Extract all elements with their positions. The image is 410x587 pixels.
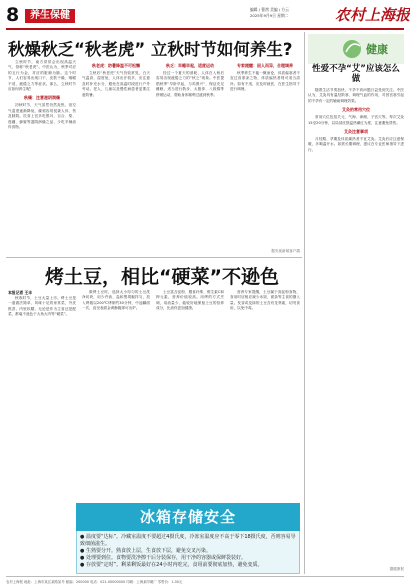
side-body [308,88,404,558]
newspaper-logo: 农村上海报 [335,6,410,24]
article1-col1-subhead: 秋燥：注意滋阴润燥 [24,95,60,101]
article2-col4 [230,290,300,496]
fridge-tip-3-text: 处理要到位。食物要洗净擦干后分装保存，用干净的容器或保鲜袋装好。 [85,555,246,561]
side-text-2: 常用穴位包括关元、气海、神阙、子宫穴等。每次艾灸15至20分钟，以局部皮肤温热潮红为度，注意避免烫伤。 [308,115,404,125]
fridge-tip-1: ● 温度要“达标”。冷藏室温度不要超过4摄氏度，冷冻室温度应不高于零下18摄氏度，否则容易导致细菌滋生。 [80,534,296,547]
article1-col2-subhead: 秋老虎：防暑降温不可松懈 [92,63,140,68]
fridge-tips-banner: 冰箱存储安全 [76,503,300,531]
article2-title: 烤土豆，相比“硬菜”不逊色 [45,266,279,288]
article1-col3 [156,60,224,254]
article2-col4-text: 营养专家提醒，土豆属于高淀粉食物，食用时应相应减少米饭、面条等主食的摄入量。发芽或变绿的土豆含有龙葵素，切勿食用，以免中毒。 [230,290,300,311]
article2-col1 [8,290,76,496]
health-header [308,34,404,64]
side-title: 性爱不孕“艾”应该怎么做 [312,64,400,84]
article1-col2-text: 立秋后“秋老虎”天气仍较常见，白天气温高、湿度低，人体出汗较多，应注意及时补充水分，避免在高温时段进行户外劳动。老人、儿童以及慢性病患者更要注意防暑。 [82,71,150,97]
fridge-tip-3: ● 处理要到位。食物要洗净擦干后分装保存，用干净的容器或保鲜袋装好。 [80,555,246,561]
article1-col1-text: 立秋时节，南方常常会出现高温天气，俗称“秋老虎”。中医认为，秋季对应的五行为金，对应的脏腑为肺。这个时节，人们容易出现口干、皮肤干燥、咽喉不适、疲倦乏力等症状。那么，立秋时节应如何养生呢？ [8,60,76,92]
date-line: 2025年9月9日 星期二 [250,13,289,18]
section-label: 养生保健 [25,9,75,23]
header-meta [250,7,330,19]
page-header [0,0,410,30]
article2-col3-text: 土豆富含淀粉、膳食纤维、维生素C和钾元素，营养价值较高。用烤的方式烹调，用油量少，能较好地保留土豆的营养成分，比油炸更加健康。 [156,290,224,311]
article1-col3-subhead: 秋乏：早睡早起，适度运动 [166,63,214,68]
health-header-art [308,34,404,64]
fridge-tip-2: ● 生熟要分开。熟食放上层，生食放下层，避免交叉污染。 [80,548,211,554]
page-footer: 农村上海报 地址：上海市某区某路某号 邮编：200000 电话：021-00000000 印刷：上海某印刷厂 零售价：1.00元 [6,576,404,584]
article2-col2 [82,290,150,496]
header-rule [6,28,404,30]
article1-title: 秋燥秋乏“秋老虎” 立秋时节如何养生? [8,40,293,59]
article1-col4-text: 秋季养生不能一概而论，体质偏寒者不宜过食寒凉之物，体质偏热者则可适当清补。如有不适，应及时就医，在医生指导下进行调理。 [230,71,300,92]
side-source: 据健康报 [389,567,404,571]
article1-col4-subhead: 专家提醒：因人而异，合理调养 [237,63,293,68]
article2-col2-text: 做烤土豆时，选择大小均匀的土豆洗净切块，用少许油、盐和黑胡椒拌匀，放入烤箱以200℃烤制约30分钟，中途翻面一次，直至表面金黄酥脆即可出炉。 [82,290,150,311]
divider-1 [6,257,302,258]
leaf-icon [343,40,361,58]
article1-col2 [82,60,150,254]
column-divider [304,32,305,574]
article2-col3 [156,290,224,496]
fridge-tip-2-text: 生熟要分开。熟食放上层，生食放下层，避免交叉污染。 [85,548,211,554]
fridge-tip-4: ● 存放要“定时”。剩菜剩饭最好在24小时内吃完，食用前要彻底加热，避免变质。 [80,562,263,568]
article1-col1 [8,60,76,254]
page-number: 8 [6,4,20,26]
article1-col1b-text: 初秋时节，天气虽然仍然炎热，但空气湿度逐渐降低，燥邪容易侵袭人体，伤及肺阴。饮食上宜多吃银耳、百合、梨、莲藕、蜂蜜等滋阴润燥之品，少吃辛辣油炸食物。 [8,103,76,130]
article2-byline: 本报记者 王丰 [8,290,33,295]
side-text-3: 月经期、孕期及体质燥热者不宜艾灸。艾灸后应注意保暖，多喝温开水。如需长期调理，建议在专业医师指导下进行。 [308,137,404,152]
side-subhead-2: 艾灸注意事项 [344,129,368,135]
fridge-tip-4-text: 存放要“定时”。剩菜剩饭最好在24小时内吃完，食用前要彻底加热，避免变质。 [85,562,263,568]
article1-source: 据央视新闻客户端 [271,249,300,253]
health-brand: 健康 [366,43,388,56]
fridge-tip-1-text: 温度要“达标”。冷藏室温度不要超过4摄氏度，冷冻室温度应不高于零下18摄氏度，否则容易导致细菌滋生。 [80,534,296,547]
side-subhead-1: 艾灸的常用穴位 [342,107,370,113]
article1-col4 [230,60,300,248]
editor-line: 编辑 / 曹茜 美编 / 方云 [250,7,289,12]
article1-col3-text: 经过一个夏天的消耗，人体在入秋后容易出现疲倦乏力的“秋乏”现象。中医提倡秋季“早卧早起，与鸡俱兴”，保证充足睡眠，适当进行散步、太极拳、八段锦等舒缓运动，帮助身体顺利过渡到秋季。 [156,71,224,97]
side-text: 随着生活节奏加快，不孕不育问题日益受到关注。中医认为，艾灸具有温经散寒、调理气血的作用，对因宫寒引起的不孕有一定的辅助调理效果。 [308,88,404,103]
article2-col1-text: 秋收时节，土豆大量上市。烤土豆是一道做法简单、风味十足的家常菜，外皮焦香，内里软糯，无论是作为主食还是配菜，都毫不逊色于大鱼大肉等“硬菜”。 [8,296,76,317]
